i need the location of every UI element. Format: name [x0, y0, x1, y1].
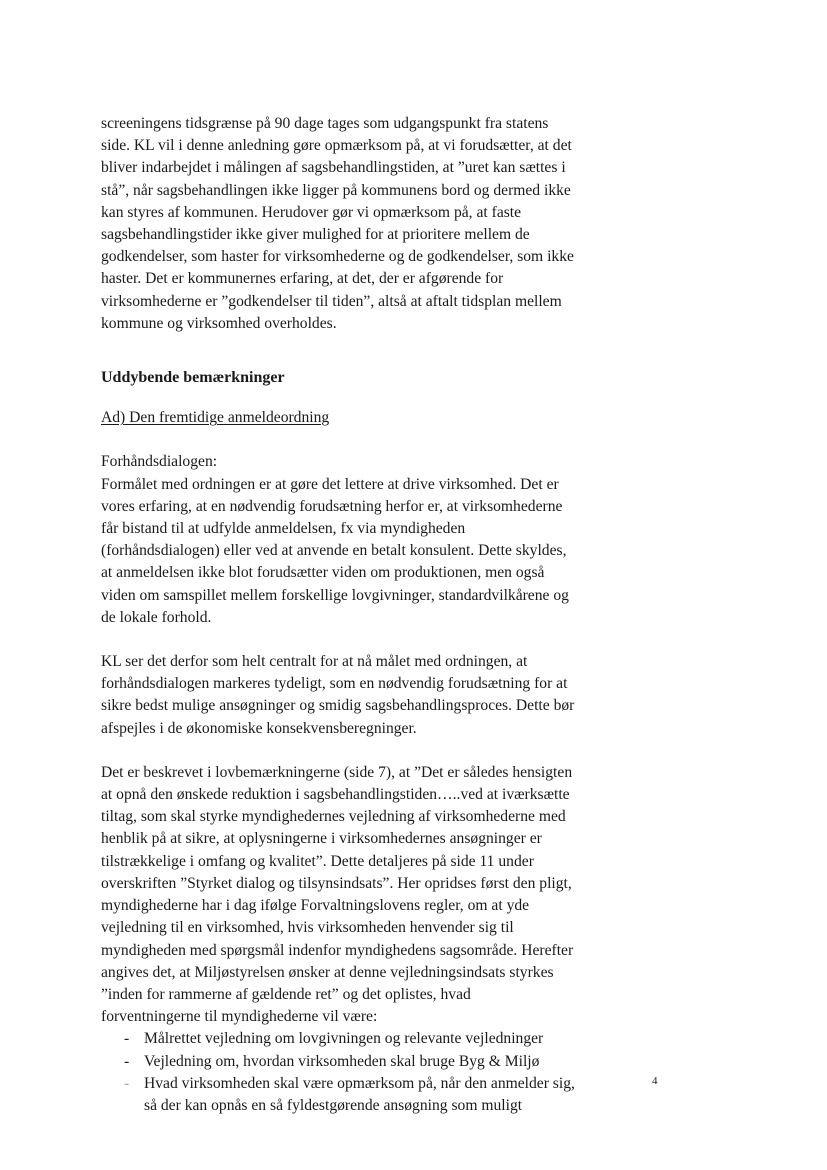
text-line: (forhåndsdialogen) eller ved at anvende en betalt konsulent. Dette skyldes, [101, 542, 567, 560]
intro-paragraph [101, 113, 621, 335]
text-line: vejledning til en virksomhed, hvis virksomheden henvender sig til [101, 919, 514, 937]
text-line: de lokale forhold. [101, 608, 212, 626]
text-line: Det er beskrevet i lovbemærkningerne (side 7), at ”Det er således hensigten [101, 763, 573, 781]
text-line: bliver indarbejdet i målingen af sagsbehandlingstiden, at ”uret kan sættes i [101, 159, 566, 177]
text-line: ”inden for rammerne af gældende ret” og det oplistes, hvad [101, 985, 471, 1003]
section-subheading: Ad) Den fremtidige anmeldeordning [101, 409, 330, 427]
text-line: myndigheden med spørgsmål indenfor myndighedens sagsområde. Herefter [101, 941, 574, 959]
text-line: får bistand til at udfylde anmeldelsen, fx via myndigheden [101, 520, 466, 538]
expectations-list [101, 1028, 621, 1117]
list-item-text: Målrettet vejledning om lovgivningen og relevante vejledninger [144, 1030, 544, 1048]
text-line: sikre bedst mulige ansøgninger og smidig sagsbehandlingsproces. Dette bør [101, 697, 575, 715]
bullet-dash: - [124, 1052, 130, 1070]
text-line: tilstrækkelige i omfang og kvalitet”. Dette detaljeres på side 11 under [101, 852, 534, 870]
text-line: afspejles i de økonomiske konsekvensberegninger. [101, 719, 417, 737]
text-line: vores erfaring, at en nødvendig forudsætning herfor er, at virksomhederne [101, 497, 563, 515]
text-line: godkendelser, som haster for virksomhederne og de godkendelser, som ikke [101, 248, 574, 266]
text-line: haster. Det er kommunernes erfaring, at det, der er afgørende for [101, 270, 504, 288]
bullet-dash: - [124, 1030, 130, 1048]
text-line: kommune og virksomhed overholdes. [101, 314, 337, 332]
text-line: viden om samspillet mellem forskellige lovgivninger, standardvilkårene og [101, 586, 569, 604]
list-item [101, 1028, 621, 1050]
text-line: virksomhederne er ”godkendelser til tiden”, altså at aftalt tidsplan mellem [101, 292, 562, 310]
list-item-text: Vejledning om, hvordan virksomheden skal bruge Byg & Miljø [144, 1052, 540, 1070]
page-content [101, 113, 621, 1117]
text-line: angives det, at Miljøstyrelsen ønsker at denne vejledningsindsats styrkes [101, 963, 554, 981]
list-item-text: Hvad virksomheden skal være opmærksom på, når den anmelder sig, [144, 1074, 575, 1092]
text-line: KL ser det derfor som helt centralt for at nå målet med ordningen, at [101, 653, 528, 671]
section-heading: Uddybende bemærkninger [101, 369, 285, 387]
text-line: screeningens tidsgrænse på 90 dage tages som udgangspunkt fra statens [101, 115, 549, 132]
text-line: at anmeldelsen ikke blot forudsætter viden om produktionen, men også [101, 564, 545, 582]
paragraph-lovbemaerkninger [101, 762, 621, 1028]
text-line: tiltag, som skal styrke myndighedernes vejledning af virksomhederne med [101, 808, 566, 826]
text-line: kan styres af kommunen. Herudover gør vi opmærksom på, at faste [101, 203, 522, 221]
list-item [101, 1051, 621, 1073]
text-line: forhåndsdialogen markeres tydeligt, som en nødvendig forudsætning for at [101, 675, 568, 693]
text-line: Formålet med ordningen er at gøre det lettere at drive virksomhed. Det er [101, 475, 559, 493]
text-line: myndighederne har i dag ifølge Forvaltningslovens regler, om at yde [101, 897, 530, 915]
bullet-dash: - [124, 1074, 130, 1092]
page-number: 4 [652, 1075, 658, 1087]
text-line: sagsbehandlingstider ikke giver mulighed for at prioritere mellem de [101, 226, 530, 244]
list-item [101, 1073, 621, 1117]
text-line: henblik på at sikre, at oplysningerne i virksomhedernes ansøgninger er [101, 830, 542, 848]
text-line: Forhåndsdialogen: [101, 453, 218, 471]
text-line: side. KL vil i denne anledning gøre opmærksom på, at vi forudsætter, at det [101, 137, 572, 155]
paragraph-kl-centralt [101, 651, 621, 740]
paragraph-forhandsdialogen [101, 451, 621, 629]
text-line: overskriften ”Styrket dialog og tilsynsindsats”. Her opridses først den pligt, [101, 874, 572, 892]
list-item-text: så der kan opnås en så fyldestgørende ansøgning som muligt [144, 1096, 523, 1114]
text-line: stå”, når sagsbehandlingen ikke ligger på kommunens bord og dermed ikke [101, 181, 571, 199]
text-line: at opnå den ønskede reduktion i sagsbehandlingstiden…..ved at iværksætte [101, 786, 570, 804]
text-line: forventningerne til myndighederne vil være: [101, 1008, 378, 1026]
